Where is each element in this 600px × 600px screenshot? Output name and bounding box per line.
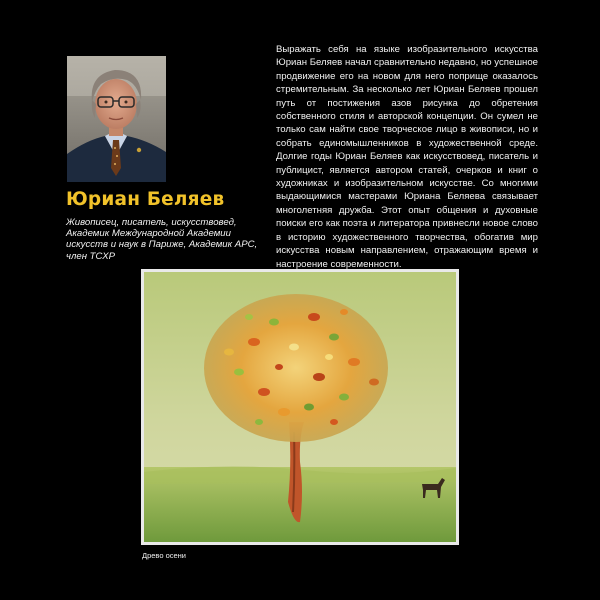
painting-frame [141, 269, 459, 545]
artist-name: Юриан Беляев [66, 189, 225, 210]
artist-subtitle: Живописец, писатель, искусствовед, Академик Международной Академии искусств и наук в Париже, Академик АРС, член ТСХР [66, 217, 258, 262]
artist-biography: Выражать себя на языке изобразительного искусства Юриан Беляев начал сравнительно недавно, но успешное продвижение его на новом для него поприще оказалось стремительным. За несколько лет Юриан Беляев прошел путь от постижения азов рисунка до обретения собственного стиля и авторской концепции. Он сумел не только сам найти свое творческое лицо в живописи, но и собрать единомышленников в художественной среде. Долгие годы Юриан Беляев как искусствовед, писатель и публицист, является автором статей, очерков и книг о художниках и изобразительном искусстве. Со многими выдающимися мастерами Юриана Беляева связывает многолетняя дружба. Этот опыт общения и духовные поиски его как поэта и литератора привнесли новое слово в историю художественного творчества, обогатив мир искусства новым направлением, отражающим время и настроение современности. [276, 44, 538, 270]
painting-image [144, 272, 456, 542]
artist-portrait [67, 56, 166, 182]
painting-caption: Древо осени [142, 551, 187, 560]
portrait-image [67, 56, 166, 182]
